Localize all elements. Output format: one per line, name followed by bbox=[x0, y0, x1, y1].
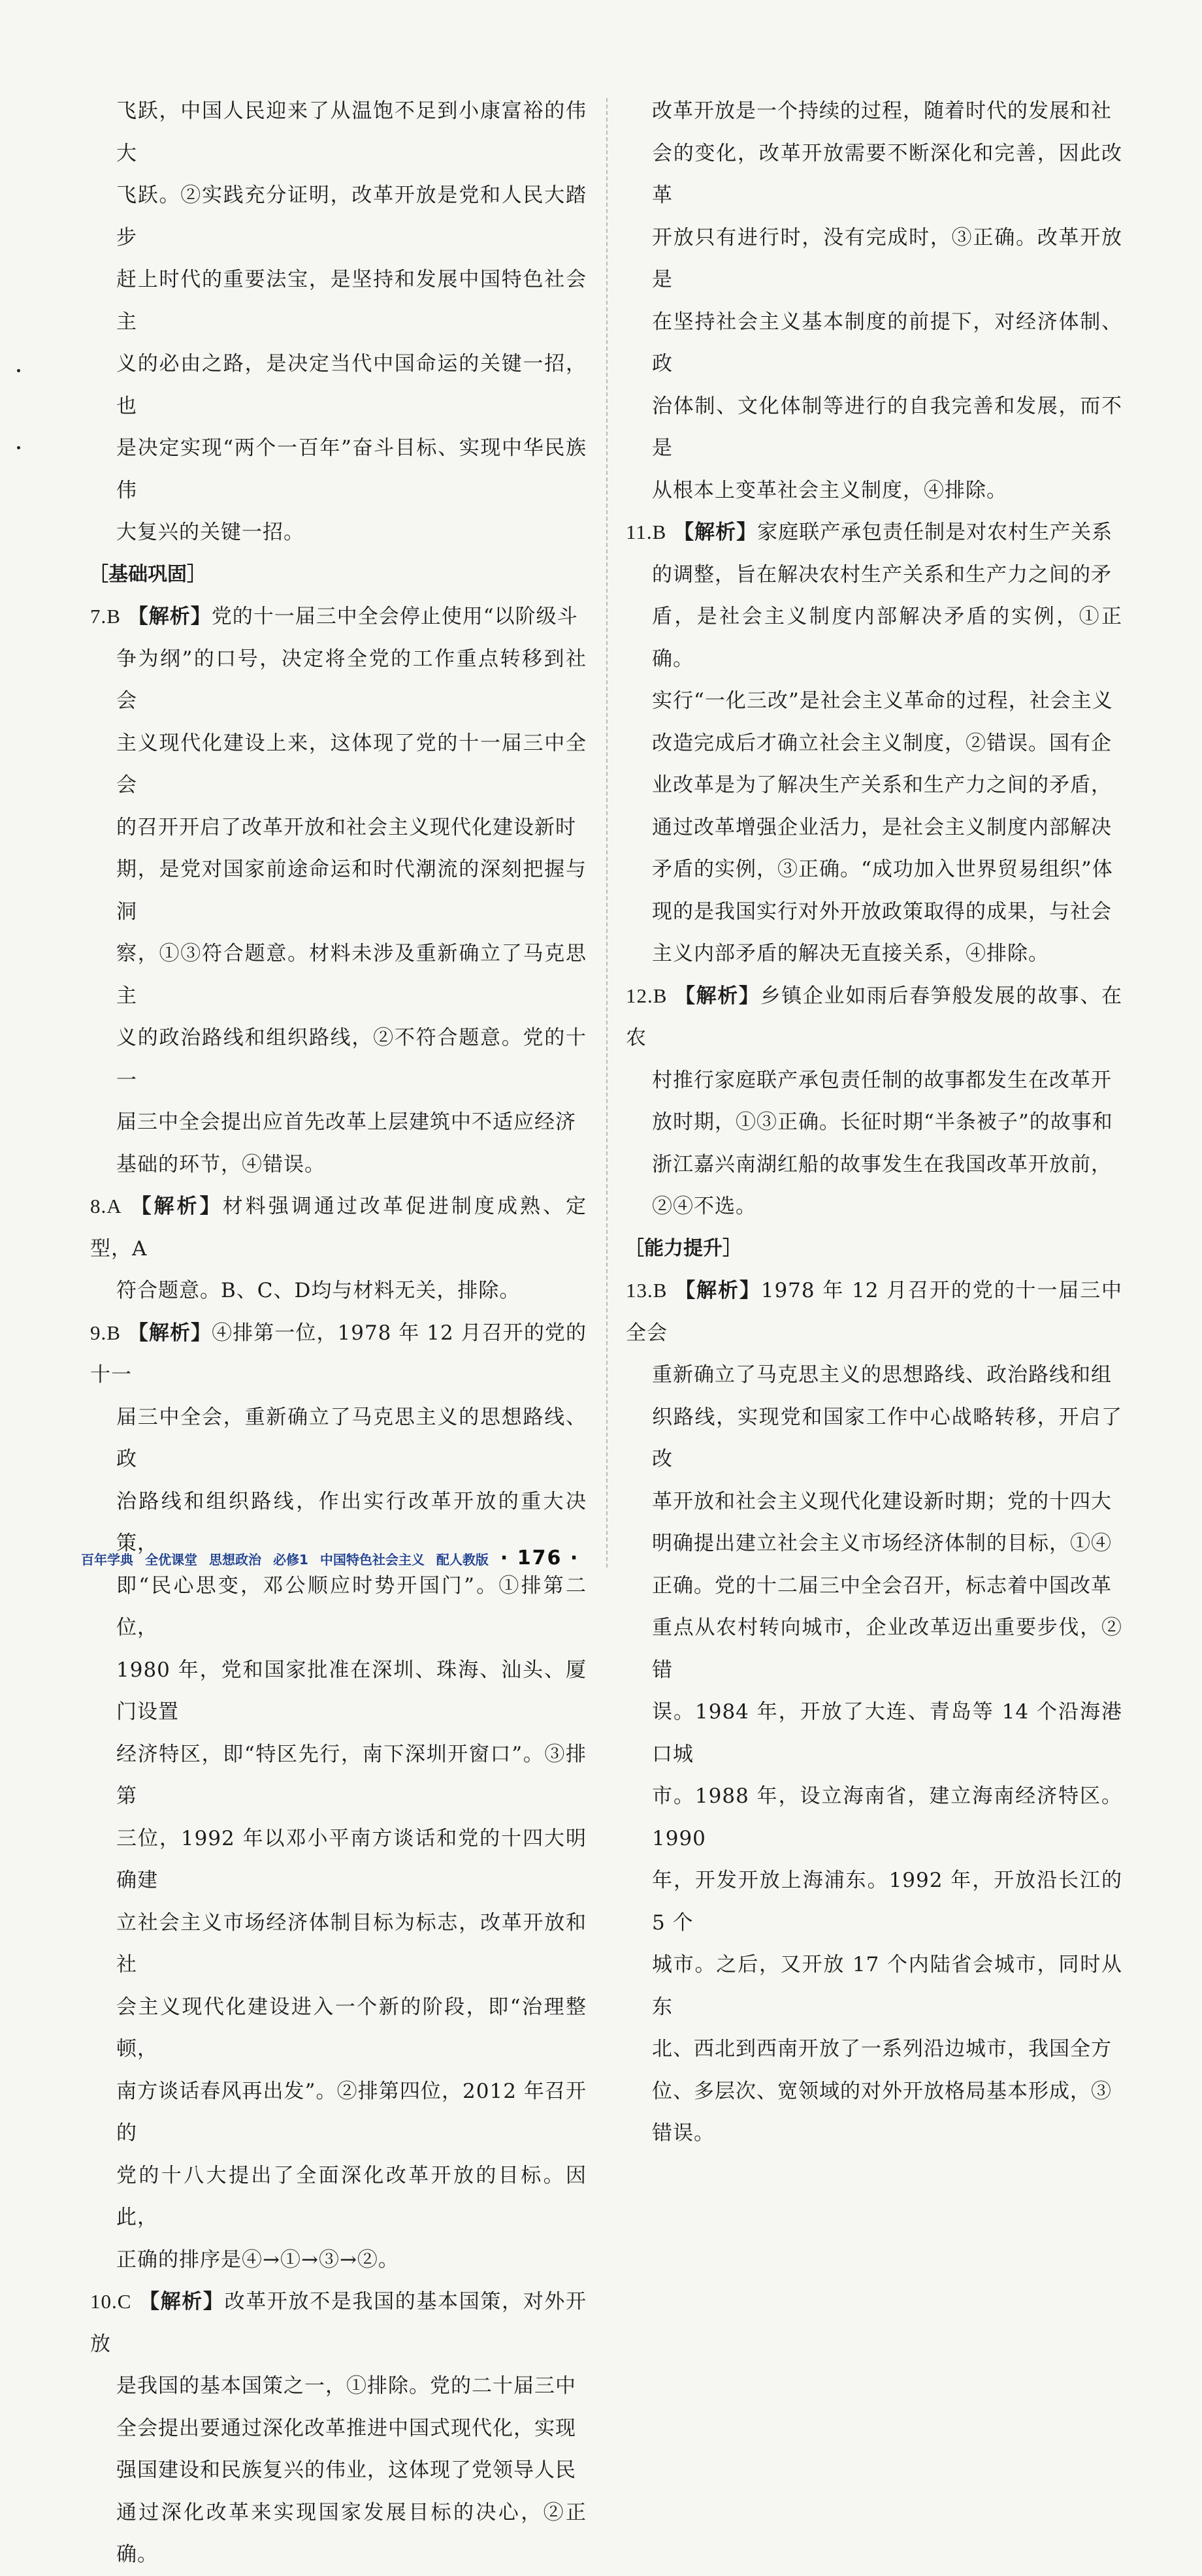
answer-number: 7.B bbox=[90, 605, 121, 628]
text-line: 是决定实现“两个一百年”奋斗目标、实现中华民族伟 bbox=[116, 436, 587, 502]
text-line: 正确的排序是④→①→③→②。 bbox=[116, 2247, 399, 2272]
text-line: 在坚持社会主义基本制度的前提下，对经济体制、政 bbox=[652, 310, 1122, 376]
text-line: 通过深化改革来实现国家发展目标的决心，②正确。 bbox=[116, 2500, 587, 2566]
intro-paragraph bbox=[90, 90, 587, 554]
text-line: 城市。之后，又开放 17 个内陆省会城市，同时从东 bbox=[652, 1953, 1122, 2019]
analysis-tag: 【解析】 bbox=[131, 1195, 223, 1218]
text-line: 主义内部矛盾的解决无直接关系，④排除。 bbox=[652, 942, 1049, 965]
text-line: 的调整，旨在解决农村生产关系和生产力之间的矛 bbox=[652, 562, 1112, 587]
text-line bbox=[626, 975, 1122, 1059]
footer-brand: 全优课堂 bbox=[145, 1552, 197, 1568]
answer-number: 10.C bbox=[90, 2290, 132, 2313]
text-line: 基础的环节，④错误。 bbox=[116, 1152, 325, 1176]
section-heading-basic: ［基础巩固］ bbox=[89, 562, 206, 586]
footer-volume: 必修1 bbox=[273, 1552, 308, 1568]
text-line: 期，是党对国家前途命运和时代潮流的深刻把握与洞 bbox=[116, 858, 587, 924]
text-line: 党的十八大提出了全面深化改革开放的目标。因此， bbox=[116, 2163, 587, 2229]
footer-edition: 配人教版 bbox=[436, 1552, 489, 1568]
text-line: 从根本上变革社会主义制度，④排除。 bbox=[652, 478, 1007, 502]
text-span: 改革开放不是我国的基本国策，对外开放 bbox=[90, 2290, 587, 2356]
text-line: 飞跃，中国人民迎来了从温饱不足到小康富裕的伟大 bbox=[116, 99, 587, 165]
text-line: 会主义现代化建设进入一个新的阶段，即“治理整顿， bbox=[116, 1995, 587, 2061]
text-line: 会的变化，改革开放需要不断深化和完善，因此改革 bbox=[652, 141, 1122, 207]
text-line: 改造完成后才确立社会主义制度，②错误。国有企 bbox=[652, 731, 1112, 755]
page-number: · 176 · bbox=[500, 1547, 579, 1570]
text-span: 乡镇企业如雨后春笋般发展的故事、在农 bbox=[626, 984, 1123, 1050]
text-line: 南方谈话春风再出发”。②排第四位，2012 年召开的 bbox=[116, 2079, 587, 2145]
answer-number: 9.B bbox=[90, 1321, 121, 1344]
text-line: 浙江嘉兴南湖红船的故事发生在我国改革开放前， bbox=[652, 1152, 1112, 1176]
footer-series: 百年学典 bbox=[81, 1552, 133, 1568]
text-line: 1980 年，党和国家批准在深圳、珠海、汕头、厦门设置 bbox=[116, 1658, 587, 1724]
text-line: 主义现代化建设上来，这体现了党的十一届三中全会 bbox=[116, 731, 587, 797]
text-line: 的召开开启了改革开放和社会主义现代化建设新时 bbox=[116, 815, 576, 839]
text-line: 三位，1992 年以邓小平南方谈话和党的十四大明确建 bbox=[116, 1826, 587, 1892]
text-line: 即“民心思变，邓公顺应时势开国门”。①排第二位， bbox=[116, 1573, 587, 1639]
text-line: 位、多层次、宽领域的对外开放格局基本形成，③ bbox=[652, 2079, 1112, 2103]
text-span: 1978 年 12 月召开的党的十一届三中全会 bbox=[626, 1279, 1123, 1345]
text-span: 材料强调通过改革促进制度成熟、定型，A bbox=[90, 1195, 587, 1261]
text-line bbox=[90, 596, 587, 638]
text-line: 争为纲”的口号，决定将全党的工作重点转移到社会 bbox=[116, 647, 587, 713]
footer-subject: 思想政治 bbox=[209, 1552, 261, 1568]
analysis-tag: 【解析】 bbox=[127, 1321, 212, 1345]
text-line: 北、西北到西南开放了一系列沿边城市，我国全方 bbox=[652, 2037, 1112, 2061]
text-line: 治体制、文化体制等进行的自我完善和发展，而不是 bbox=[652, 394, 1122, 460]
text-line: 村推行家庭联产承包责任制的故事都发生在改革开 bbox=[652, 1068, 1112, 1092]
answer-item-10 bbox=[90, 2281, 587, 2576]
text-line: 重新确立了马克思主义的思想路线、政治路线和组 bbox=[652, 1363, 1112, 1387]
answer-number: 12.B bbox=[626, 984, 668, 1007]
answer-item-7 bbox=[90, 596, 587, 1185]
text-line: 经济特区，即“特区先行，南下深圳开窗口”。③排第 bbox=[116, 1742, 587, 1808]
text-line: 全会提出要通过深化改革推进中国式现代化，实现 bbox=[116, 2416, 576, 2440]
text-line bbox=[626, 511, 1122, 554]
text-line: 立社会主义市场经济体制目标为标志，改革开放和社 bbox=[116, 1910, 587, 1976]
text-line: 改革开放是一个持续的过程，随着时代的发展和社 bbox=[652, 99, 1112, 123]
text-line: 市。1988 年，设立海南省，建立海南经济特区。1990 bbox=[652, 1784, 1122, 1850]
text-span: 党的十一届三中全会停止使用“以阶级斗 bbox=[211, 605, 578, 628]
analysis-tag: 【解析】 bbox=[127, 605, 212, 628]
text-line: 通过改革增强企业活力，是社会主义制度内部解决 bbox=[652, 815, 1112, 839]
text-line: 放时期，①③正确。长征时期“半条被子”的故事和 bbox=[652, 1110, 1113, 1134]
text-line: 开放只有进行时，没有完成时，③正确。改革开放是 bbox=[652, 225, 1122, 291]
text-line: 届三中全会提出应首先改革上层建筑中不适应经济 bbox=[116, 1110, 576, 1134]
text-line: 实行“一化三改”是社会主义革命的过程，社会主义 bbox=[652, 689, 1113, 713]
answer-item-9 bbox=[90, 1312, 587, 2281]
answer-item-13 bbox=[626, 1270, 1122, 2155]
text-line: 革开放和社会主义现代化建设新时期；党的十四大 bbox=[652, 1489, 1112, 1513]
answer-item-8 bbox=[90, 1185, 587, 1312]
text-line: 察，①③符合题意。材料未涉及重新确立了马克思主 bbox=[116, 942, 587, 1008]
footer-book: 中国特色社会主义 bbox=[319, 1552, 425, 1568]
answer-number: 13.B bbox=[626, 1279, 668, 1302]
text-line: 重点从农村转向城市，企业改革迈出重要步伐，②错 bbox=[652, 1616, 1122, 1682]
section-heading-ability: ［能力提升］ bbox=[625, 1236, 742, 1260]
text-line: 强国建设和民族复兴的伟业，这体现了党领导人民 bbox=[116, 2458, 576, 2482]
text-line bbox=[90, 1312, 587, 1396]
text-line: 符合题意。B、C、D均与材料无关，排除。 bbox=[116, 1279, 521, 1302]
analysis-tag: 【解析】 bbox=[674, 984, 760, 1008]
column-divider bbox=[606, 98, 608, 1568]
page-footer bbox=[81, 1547, 579, 1570]
text-line bbox=[90, 1185, 587, 1270]
left-column bbox=[90, 90, 587, 2576]
answer-number: 11.B bbox=[626, 521, 667, 543]
text-line: 矛盾的实例，③正确。“成功加入世界贸易组织”体 bbox=[652, 858, 1113, 881]
text-line: 误。1984 年，开放了大连、青岛等 14 个沿海港口城 bbox=[652, 1700, 1122, 1766]
text-line: 治路线和组织路线，作出实行改革开放的重大决策， bbox=[116, 1489, 587, 1555]
answer-item-12 bbox=[626, 975, 1122, 1228]
answer-item-11 bbox=[626, 511, 1122, 975]
text-line: 赶上时代的重要法宝，是坚持和发展中国特色社会主 bbox=[116, 268, 587, 334]
text-line: 义的必由之路，是决定当代中国命运的关键一招，也 bbox=[116, 352, 587, 418]
text-line: 届三中全会，重新确立了马克思主义的思想路线、政 bbox=[116, 1405, 587, 1471]
scan-mark bbox=[17, 369, 20, 372]
text-line: ②④不选。 bbox=[652, 1195, 756, 1218]
text-line: 错误。 bbox=[652, 2121, 715, 2145]
scan-mark bbox=[17, 446, 20, 449]
text-line: 是我国的基本国策之一，①排除。党的二十届三中 bbox=[116, 2374, 576, 2398]
continuation-paragraph bbox=[626, 90, 1122, 511]
right-column bbox=[626, 90, 1122, 2155]
text-span: ④排第一位，1978 年 12 月召开的党的十一 bbox=[90, 1321, 587, 1387]
text-line: 义的政治路线和组织路线，②不符合题意。党的十一 bbox=[116, 1026, 587, 1092]
text-line: 正确。党的十二届三中全会召开，标志着中国改革 bbox=[652, 1573, 1112, 1598]
text-line: 大复兴的关键一招。 bbox=[116, 521, 304, 544]
text-line: 现的是我国实行对外开放政策取得的成果，与社会 bbox=[652, 899, 1112, 924]
text-line: 业改革是为了解决生产关系和生产力之间的矛盾， bbox=[652, 773, 1112, 797]
text-line: 年，开发开放上海浦东。1992 年，开放沿长江的 5 个 bbox=[652, 1869, 1122, 1935]
text-line: 盾，是社会主义制度内部解决矛盾的实例，①正确。 bbox=[652, 605, 1122, 671]
text-line bbox=[90, 2281, 587, 2365]
analysis-tag: 【解析】 bbox=[138, 2290, 225, 2313]
text-span: 家庭联产承包责任制是对农村生产关系 bbox=[757, 521, 1113, 544]
analysis-tag: 【解析】 bbox=[674, 521, 758, 544]
analysis-tag: 【解析】 bbox=[675, 1279, 761, 1302]
text-line bbox=[626, 1270, 1122, 1354]
answer-number: 8.A bbox=[90, 1195, 122, 1217]
text-line: 飞跃。②实践充分证明，改革开放是党和人民大踏步 bbox=[116, 184, 587, 250]
text-line: 织路线，实现党和国家工作中心战略转移，开启了改 bbox=[652, 1405, 1122, 1471]
text-line: 明确提出建立社会主义市场经济体制的目标，①④ bbox=[652, 1532, 1112, 1555]
